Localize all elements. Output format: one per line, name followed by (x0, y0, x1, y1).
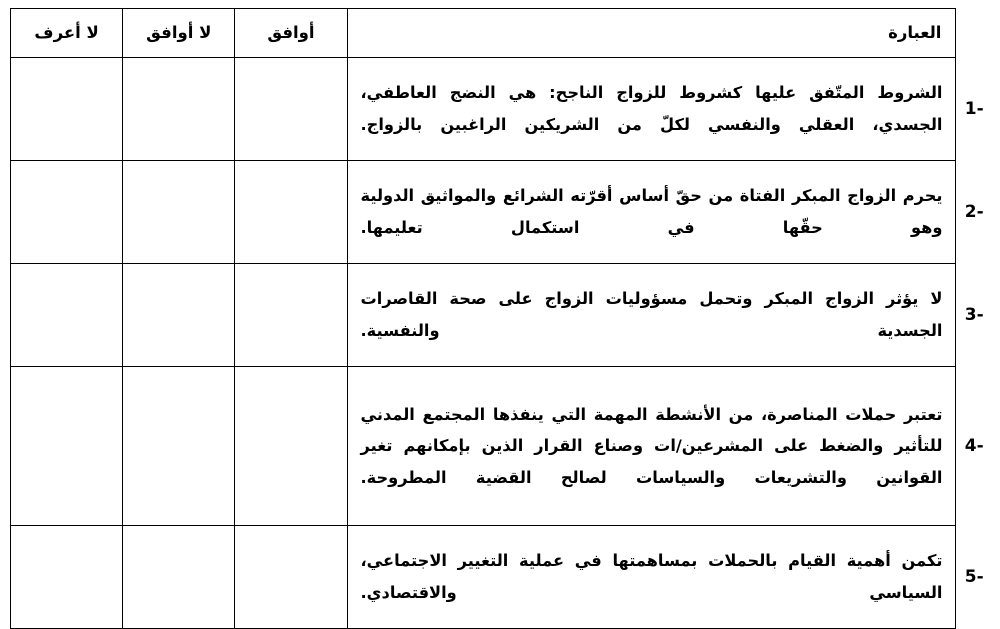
header-corner-blank (956, 9, 990, 58)
checkbox-cell-disagree[interactable] (123, 161, 235, 264)
column-header-disagree: لا أوافق (123, 9, 235, 58)
checkbox-cell-agree[interactable] (235, 161, 347, 264)
table-row (11, 526, 991, 629)
checkbox-cell-agree[interactable] (235, 526, 347, 629)
checkbox-cell-agree[interactable] (235, 367, 347, 526)
row-number: 3- (964, 305, 984, 325)
checkbox-cell-dont-know[interactable] (11, 264, 123, 367)
table-row (11, 161, 991, 264)
table-body (11, 58, 991, 629)
checkbox-cell-disagree[interactable] (123, 526, 235, 629)
row-number: 4- (964, 436, 984, 456)
checkbox-cell-disagree[interactable] (123, 367, 235, 526)
checkbox-cell-agree[interactable] (235, 58, 347, 161)
table-row (11, 264, 991, 367)
column-header-dont-know: لا أعرف (11, 9, 123, 58)
row-statement: تكمن أهمية القيام بالحملات بمساهمتها في عملية التغيير الاجتماعي، السياسي والاقتصادي. (347, 526, 956, 629)
column-header-agree: أوافق (235, 9, 347, 58)
checkbox-cell-dont-know[interactable] (11, 367, 123, 526)
table-row (11, 58, 991, 161)
checkbox-cell-disagree[interactable] (123, 58, 235, 161)
column-header-statement: العبارة (347, 9, 956, 58)
checkbox-cell-agree[interactable] (235, 264, 347, 367)
row-statement: تعتبر حملات المناصرة، من الأنشطة المهمة التي ينفذها المجتمع المدني للتأثير والضغط على المشرعين/ات وصناع القرار الذين بإمكانهم تغير القوانين والتشريعات والسياسات لصالح القضية المطروحة. (347, 367, 956, 526)
table-header (11, 9, 991, 58)
row-statement: الشروط المتّفق عليها كشروط للزواج الناجح: هي النضج العاطفي، الجسدي، العقلي والنفسي لكلّ من الشريكين الراغبين بالزواج. (347, 58, 956, 161)
checkbox-cell-disagree[interactable] (123, 264, 235, 367)
checkbox-cell-dont-know[interactable] (11, 161, 123, 264)
row-number: 5- (964, 567, 984, 587)
row-statement: يحرم الزواج المبكر الفتاة من حقّ أساس أقرّته الشرائع والمواثيق الدولية وهو حقّها في استكمال تعليمها. (347, 161, 956, 264)
table-row (11, 367, 991, 526)
row-statement: لا يؤثر الزواج المبكر وتحمل مسؤوليات الزواج على صحة القاصرات الجسدية والنفسية. (347, 264, 956, 367)
checkbox-cell-dont-know[interactable] (11, 58, 123, 161)
table-header-row (11, 9, 991, 58)
row-number: 1- (964, 99, 984, 119)
row-number: 2- (964, 202, 984, 222)
checkbox-cell-dont-know[interactable] (11, 526, 123, 629)
survey-table (10, 8, 990, 629)
